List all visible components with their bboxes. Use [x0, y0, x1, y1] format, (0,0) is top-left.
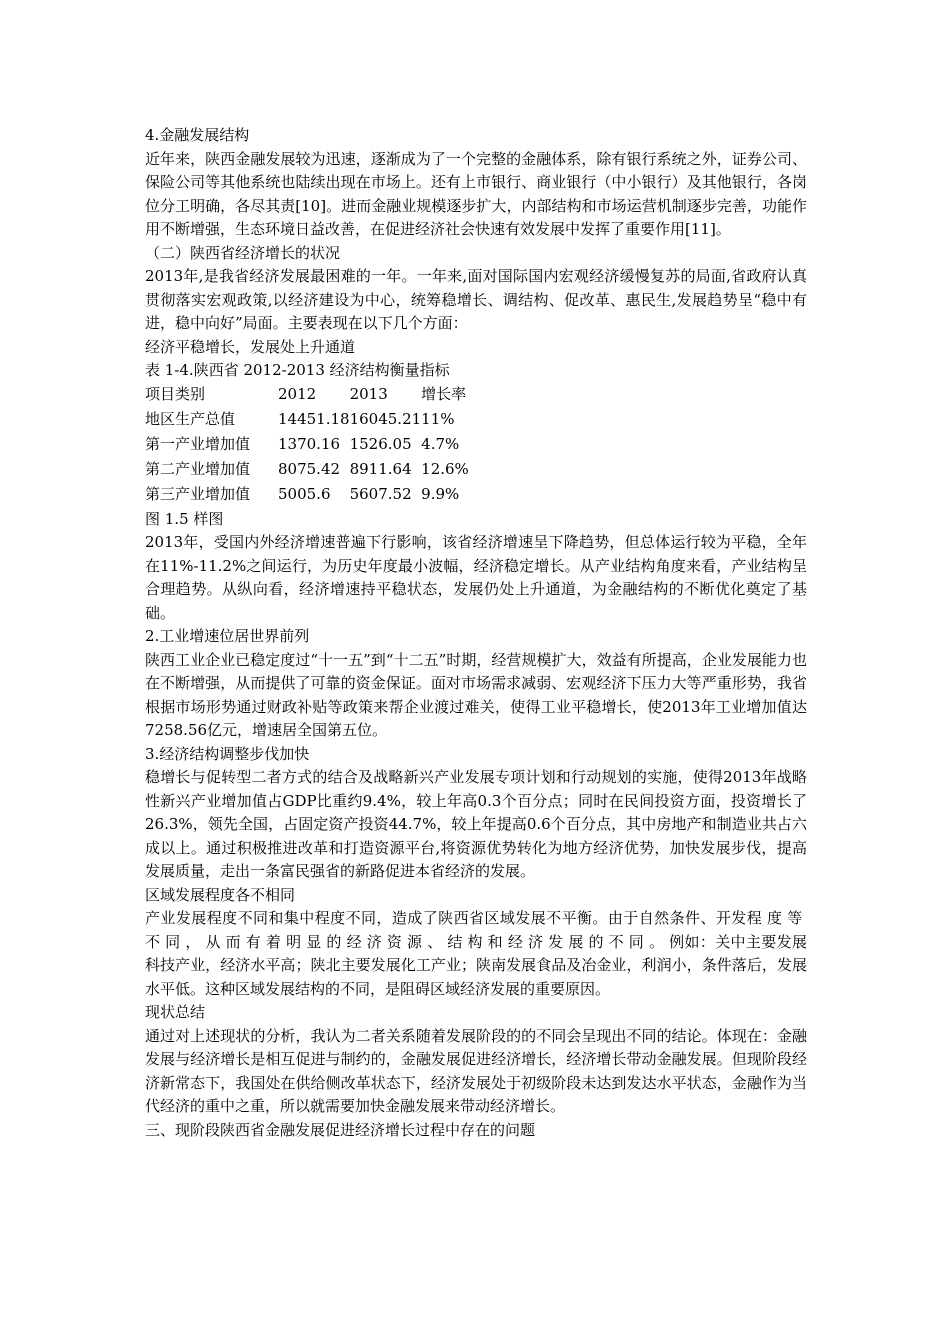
- table-cell: 1370.16: [278, 434, 341, 453]
- table-header-row: [145, 383, 481, 408]
- paragraph-status-summary: 通过对上述现状的分析，我认为二者关系随着发展阶段的的不同会呈现出不同的结论。体现在：金融发展与经济增长是相互促进与制约的，金融发展促进经济增长，经济增长带动金融发展。但现阶段经济新常态下，我国处在供给侧改革状态下，经济发展处于初级阶段未达到发达水平状态，金融作为当代经济的重中之重，所以就需要加快金融发展来带动经济增长。: [145, 1026, 807, 1115]
- figure-caption: 图 1.5 样图: [145, 509, 224, 528]
- table-header-cell: 2012: [278, 384, 317, 403]
- economic-indicator-table: [145, 383, 481, 508]
- table-cell: 地区生产总值: [145, 409, 236, 428]
- section-heading-financial-structure: 4.金融发展结构: [145, 126, 250, 144]
- table-cell: 5005.6: [278, 484, 331, 503]
- table-caption: 表 1-4.陕西省 2012-2013 经济结构衡量指标: [145, 361, 450, 379]
- regional-rest: 例如：关中主要发展科技产业，经济水平高；陕北主要发展化工产业；陕南发展食品及冶金业，利润小，条件落后，发展水平低。这种区域发展结构的不同，是阻碍区域经济发展的重要原因。: [145, 932, 807, 998]
- table-row: [145, 408, 481, 433]
- table-cell: 16045.21: [349, 409, 422, 428]
- subheading-structure-adjustment: 3.经济结构调整步伐加快: [145, 744, 310, 763]
- table-cell: 4.7%: [421, 434, 460, 453]
- section-heading-problems: 三、现阶段陕西省金融发展促进经济增长过程中存在的问题: [145, 1120, 536, 1139]
- table-cell: 9.9%: [421, 484, 460, 503]
- paragraph-regional-development: [145, 907, 807, 1001]
- table-row: [145, 433, 481, 458]
- table-cell: 第三产业增加值: [145, 484, 251, 503]
- table-cell: 11%: [421, 409, 455, 428]
- table-cell: 5607.52: [349, 484, 412, 503]
- table-row: [145, 483, 481, 508]
- table-header-cell: 项目类别: [145, 384, 206, 403]
- subheading-stable-growth: 经济平稳增长，发展处上升通道: [145, 337, 356, 356]
- table-cell: 12.6%: [421, 459, 469, 478]
- table-header-cell: 2013: [349, 384, 388, 403]
- document-body: [145, 124, 807, 1142]
- paragraph-2013-growth-trend: 2013年，受国内外经济增速普遍下行影响，该省经济增速呈下降趋势，但总体运行较为平稳，全年在11%-11.2%之间运行，为历史年度最小波幅，经济稳定增长。从产业结构角度来看，产业结构呈合理趋势。从纵向看，经济增速持平稳状态，发展仍处上升通道，为金融结构的不断优化奠定了基础。: [145, 533, 807, 622]
- paragraph-structure-adjustment: 稳增长与促转型二者方式的结合及战略新兴产业发展专项计划和行动规划的实施，使得2013年战略性新兴产业增加值占GDP比重约9.4%，较上年高0.3个百分点；同时在民间投资方面，投资增长了26.3%，领先全国，占固定资产投资44.7%，较上年提高0.6个百分点，其中房地产和制造业共占六成以上。通过积极推进改革和打造资源平台,将资源优势转化为地方经济优势，加快发展步伐，提高发展质量，走出一条富民强省的新路促进本省经济的发展。: [145, 768, 807, 880]
- subheading-industrial-growth: 2.工业增速位居世界前列: [145, 627, 310, 645]
- regional-line-2: 程度等不同，从而有着明显的经济资源、结构和经济发展的不同。: [145, 909, 807, 951]
- paragraph-2013-overview: 2013年,是我省经济发展最困难的一年。一年来,面对国际国内宏观经济缓慢复苏的局面,省政府认真贯彻落实宏观政策,以经济建设为中心，统筹稳增长、调结构、促改革、惠民生,发展趋势呈“稳中有进，稳中向好”局面。主要表现在以下几个方面：: [145, 267, 807, 332]
- regional-line-1: 产业发展程度不同和集中程度不同，造成了陕西省区域发展不平衡。由于自然条件、开发: [145, 909, 747, 927]
- table-row: [145, 458, 481, 483]
- table-cell: 8911.64: [349, 459, 412, 478]
- table-cell: 1526.05: [349, 434, 412, 453]
- table-cell: 8075.42: [278, 459, 341, 478]
- subheading-regional-development: 区域发展程度各不相同: [145, 885, 296, 904]
- subheading-status-summary: 现状总结: [145, 1003, 206, 1021]
- table-cell: 第二产业增加值: [145, 459, 251, 478]
- table-header-cell: 增长率: [421, 384, 467, 403]
- paragraph-industrial-growth: 陕西工业企业已稳定度过“十一五”到“十二五”时期，经营规模扩大，效益有所提高，企业发展能力也在不断增强，从而提供了可靠的资金保证。面对市场需求减弱、宏观经济下压力大等严重形势，我省根据市场形势通过财政补贴等政策来帮企业渡过难关，使得工业平稳增长，使2013年工业增加值达7258.56亿元，增速居全国第五位。: [145, 650, 807, 739]
- table-cell: 第一产业增加值: [145, 434, 251, 453]
- table-cell: 14451.18: [278, 409, 350, 428]
- section-heading-economic-growth: （二）陕西省经济增长的状况: [145, 243, 341, 262]
- paragraph-financial-structure: 近年来，陕西金融发展较为迅速，逐渐成为了一个完整的金融体系，除有银行系统之外，证券公司、保险公司等其他系统也陆续出现在市场上。还有上市银行、商业银行（中小银行）及其他银行，各岗位分工明确，各尽其责[10]。进而金融业规模逐步扩大，内部结构和市场运营机制逐步完善，功能作用不断增强，生态环境日益改善，在促进经济社会快速有效发展中发挥了重要作用[11]。: [145, 149, 807, 238]
